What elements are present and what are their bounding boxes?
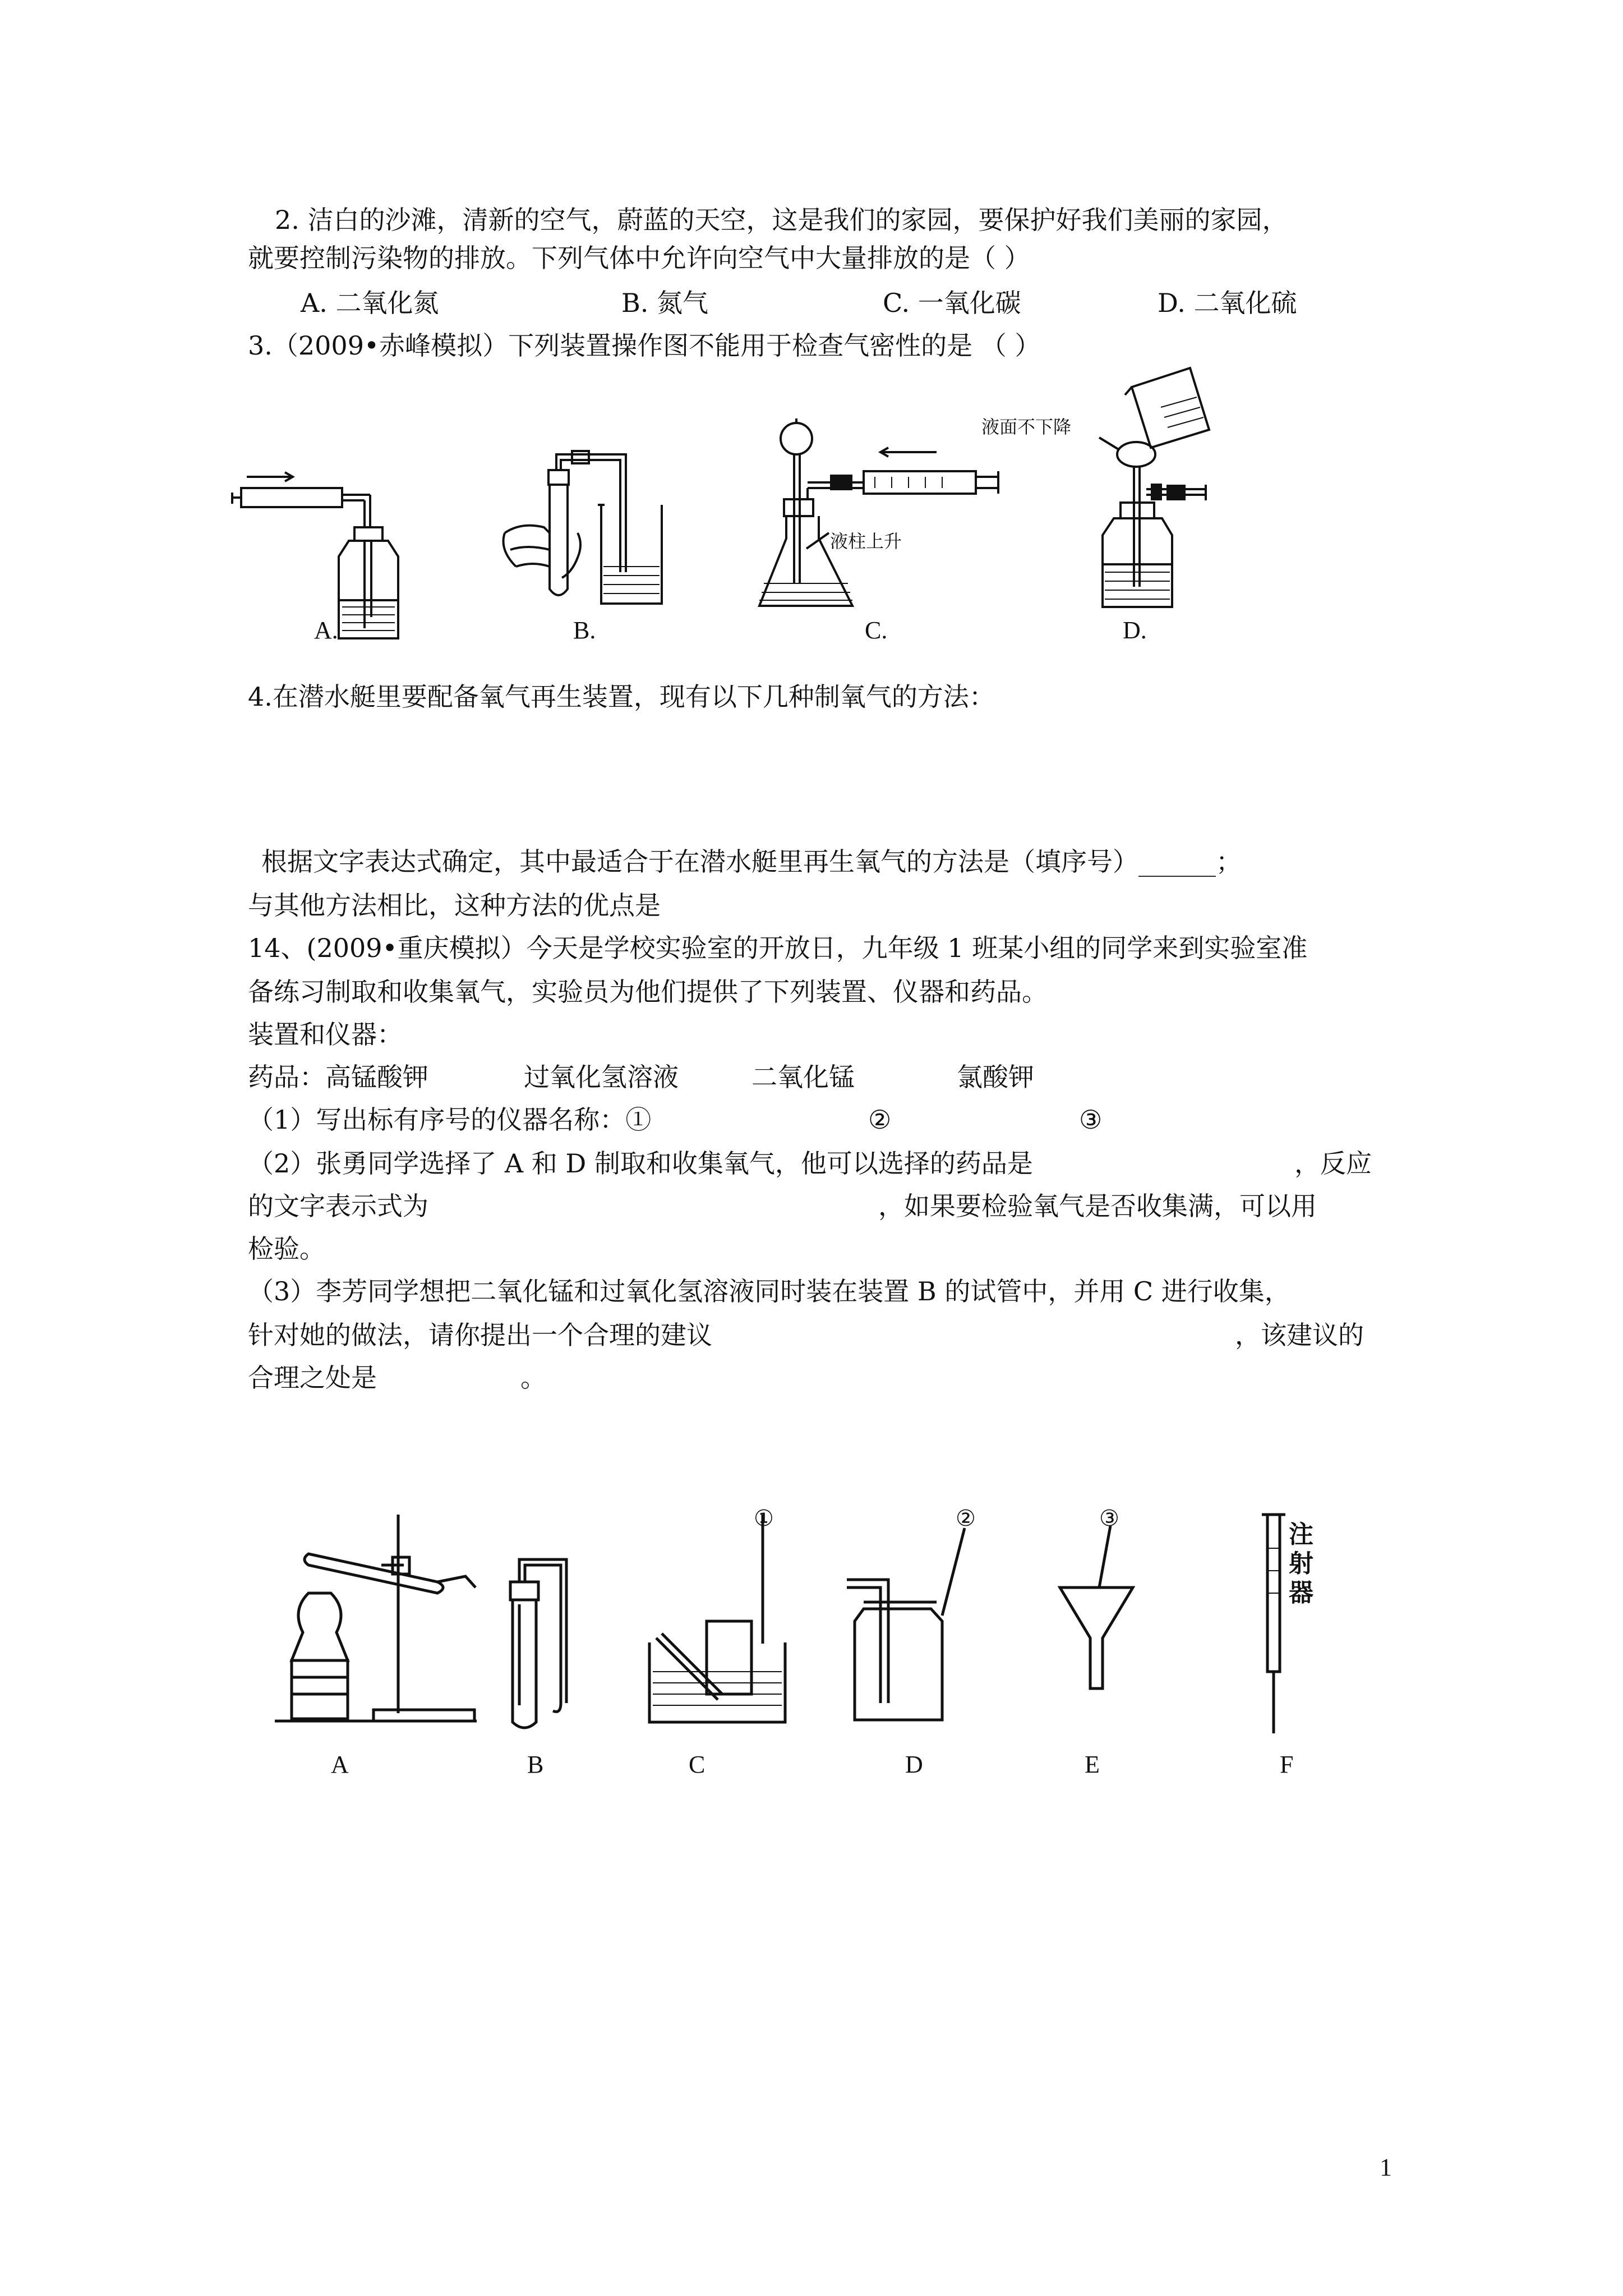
- q14-drug-4: 氯酸钾: [957, 1062, 1034, 1092]
- syringe-char-1: 注: [1289, 1520, 1313, 1549]
- q14-p1-mark3: ③: [1079, 1105, 1103, 1135]
- q3-stem: 3.（2009•赤峰模拟）下列装置操作图不能用于检查气密性的是 （ ）: [248, 330, 1041, 361]
- q14-label-a: A: [331, 1751, 349, 1778]
- page-number: 1: [1380, 2154, 1392, 2181]
- q14-label-f: F: [1280, 1751, 1294, 1778]
- q14-p1: （1）写出标有序号的仪器名称：①: [248, 1105, 652, 1135]
- q2-option-b: B. 氮气: [621, 288, 709, 318]
- q3-figure-b: [494, 438, 684, 617]
- q14-p3-b: 针对她的做法，请你提出一个合理的建议: [248, 1320, 712, 1350]
- q14-p3-c: ，该建议的: [1235, 1320, 1364, 1350]
- q14-p2-b: ，反应: [1294, 1148, 1372, 1179]
- q14-p2-e: 检验。: [248, 1234, 325, 1264]
- q14-drug-3: 二氧化锰: [751, 1062, 855, 1092]
- circle-label-1: ①: [754, 1506, 774, 1531]
- q14-p3-e: 。: [520, 1363, 546, 1393]
- q14-apparatus-figure: [269, 1503, 1368, 1761]
- q14-line2: 备练习制取和收集氧气，实验员为他们提供了下列装置、仪器和药品。: [248, 977, 1048, 1007]
- q3-figure-d: [970, 351, 1234, 615]
- apparatus-d: [847, 1528, 965, 1720]
- q14-p2-a: （2）张勇同学选择了 A 和 D 制取和收集氧气，他可以选择的药品是: [248, 1148, 1033, 1179]
- apparatus-b: [510, 1559, 566, 1728]
- q14-p1-mark2: ②: [868, 1105, 892, 1135]
- apparatus-e: [1060, 1526, 1133, 1688]
- q3-label-d: D.: [1123, 616, 1147, 644]
- q14-drugs-prefix: 药品：: [248, 1062, 325, 1092]
- circle-label-3: ③: [1099, 1506, 1119, 1531]
- q2-option-c: C. 一氧化碳: [883, 288, 1021, 318]
- q3-annotation-c: 液柱上升: [830, 531, 902, 552]
- q4-stem: 4.在潜水艇里要配备氧气再生装置，现有以下几种制氧气的方法：: [248, 682, 995, 712]
- q14-drug-2: 过氧化氢溶液: [524, 1062, 679, 1092]
- q14-p3-d: 合理之处是: [248, 1363, 377, 1393]
- q14-drug-1: 高锰酸钾: [325, 1062, 428, 1092]
- q3-label-b: B.: [573, 616, 596, 644]
- circle-label-2: ②: [956, 1506, 976, 1531]
- q2-line1: 2. 洁白的沙滩，清新的空气，蔚蓝的天空，这是我们的家园，要保护好我们美丽的家园，: [275, 205, 1288, 235]
- q14-label-c: C: [689, 1751, 706, 1778]
- q14-line3: 装置和仪器：: [248, 1019, 403, 1050]
- q3-annotation-d: 液面不下降: [981, 416, 1072, 438]
- q2-line2: 就要控制污染物的排放。下列气体中允许向空气中大量排放的是（ ）: [248, 243, 1030, 273]
- q3-label-a: A.: [314, 616, 338, 644]
- q14-label-e: E: [1085, 1751, 1100, 1778]
- q2-option-a: A. 二氧化氮: [301, 288, 439, 318]
- q4-line2: 根据文字表达式确定，其中最适合于在潜水艇里再生氧气的方法是（填序号）______；: [261, 846, 1242, 877]
- q14-p2-c: 的文字表示式为: [248, 1191, 428, 1221]
- syringe-char-2: 射: [1289, 1549, 1313, 1578]
- apparatus-a: [275, 1515, 477, 1721]
- q3-label-c: C.: [865, 616, 888, 644]
- apparatus-f: [1262, 1515, 1285, 1733]
- q4-line3: 与其他方法相比，这种方法的优点是: [248, 890, 661, 921]
- q14-label-b: B: [527, 1751, 544, 1778]
- q14-p2-d: ，如果要检验氧气是否收集满，可以用: [878, 1191, 1317, 1221]
- q2-option-d: D. 二氧化硫: [1158, 288, 1297, 318]
- q14-line1: 14、(2009•重庆模拟）今天是学校实验室的开放日，九年级 1 班某小组的同学来到实验室准: [248, 933, 1308, 963]
- q14-label-d: D: [905, 1751, 923, 1778]
- q14-p3-a: （3）李芳同学想把二氧化锰和过氧化氢溶液同时装在装置 B 的试管中，并用 C 进行收集，: [248, 1276, 1290, 1306]
- syringe-char-3: 器: [1289, 1579, 1313, 1607]
- apparatus-c: [649, 1515, 785, 1722]
